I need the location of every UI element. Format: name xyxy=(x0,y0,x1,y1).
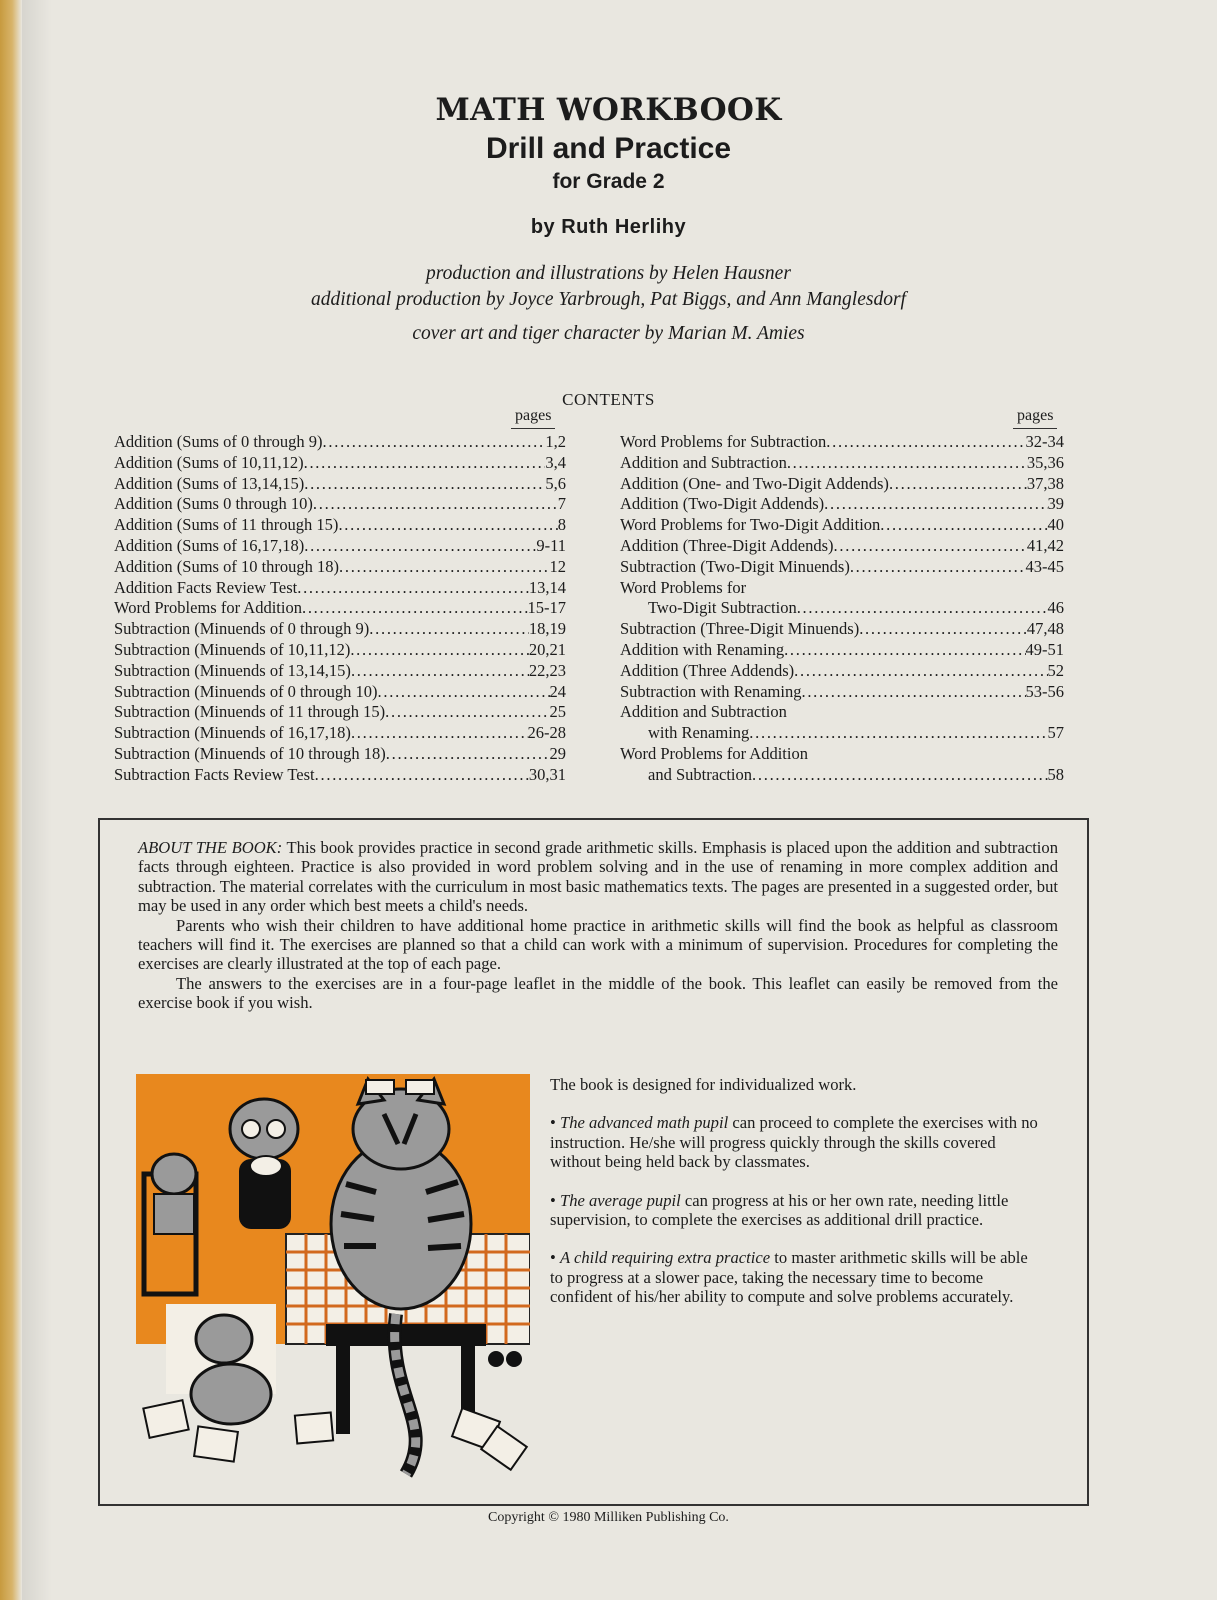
contents-entry-title: Subtraction (Minuends of 0 through 10) xyxy=(114,681,378,701)
contents-entry xyxy=(114,578,566,599)
contents-entry-pages: 15-17 xyxy=(527,598,566,618)
dot-leader xyxy=(746,578,1064,599)
contents-entry-pages: 5,6 xyxy=(545,473,566,493)
contents-entry-pages: 9-11 xyxy=(536,535,566,555)
contents-entry-pages: 58 xyxy=(1047,764,1064,784)
contents-entry xyxy=(620,453,1064,474)
about-paragraph-1: This book provides practice in second grade arithmetic skills. Emphasis is placed upon the addition and subtraction facts through eighteen. Practice is also provided in word problem solving and in the use of renaming in more complex addition and subtraction. The material correlates with the curriculum in most basic mathematics texts. The pages are presented in a suggested order, but may be used in any order which best meets a child's needs. xyxy=(138,838,1059,916)
about-paragraph-2: Parents who wish their children to have additional home practice in arithmetic skills will find the book as helpful as classroom teachers will find it. The exercises are planned so that a child can work with a minimum of supervision. Procedures for completing the exercises are clearly illustrated at the top of each page. xyxy=(138,915,1058,974)
contents-entry-title: Word Problems for Addition xyxy=(114,598,302,618)
contents-entry-title: Addition with Renaming xyxy=(620,639,785,659)
dot-leader xyxy=(794,661,1047,682)
contents-entry-pages: 7 xyxy=(557,494,566,514)
dot-leader xyxy=(880,515,1047,536)
dot-leader xyxy=(351,661,529,682)
contents-entry-title: Subtraction (Minuends of 10 through 18) xyxy=(114,743,386,763)
credit-line-3: cover art and tiger character by Marian M. Amies xyxy=(412,323,805,344)
dot-leader xyxy=(797,598,1048,619)
contents-entry-title: Addition (Sums of 11 through 15) xyxy=(114,515,339,535)
contents-entry-pages: 39 xyxy=(1047,494,1064,514)
credit-line-1: production and illustrations by Helen Hausner xyxy=(426,263,791,284)
contents-right-column xyxy=(620,407,1064,786)
contents-entry xyxy=(114,432,566,453)
design-intro: The book is designed for individualized work. xyxy=(550,1075,857,1094)
design-bullet-average: • The average pupil can progress at his or her own rate, needing little supervision, to complete the exercises as additional drill practice. xyxy=(550,1190,1009,1230)
contents-entry-pages: 40 xyxy=(1047,515,1064,535)
contents-entry-title: and Subtraction xyxy=(648,764,753,784)
contents-entry-title: Word Problems for xyxy=(620,577,747,597)
average-pupil-text: can progress at his or her own rate, needing little supervision, to complete the exercises as additional drill practice. xyxy=(550,1190,1009,1230)
contents-entry-pages: 29 xyxy=(549,743,566,763)
contents-entry-title: Addition (Two-Digit Addends) xyxy=(620,494,825,514)
contents-entry-pages: 32-34 xyxy=(1025,432,1064,451)
contents-entry-pages: 37,38 xyxy=(1026,473,1064,493)
contents-entry xyxy=(620,640,1064,661)
contents-entry xyxy=(114,744,566,765)
contents-entry-pages: 41,42 xyxy=(1026,535,1064,555)
dot-leader xyxy=(315,765,529,786)
contents-entry-pages: 3,4 xyxy=(545,452,566,472)
about-box xyxy=(98,818,1089,1506)
dot-leader xyxy=(784,640,1025,661)
dot-leader xyxy=(386,744,550,765)
contents-entry-pages: 24 xyxy=(549,681,566,701)
contents-entry-title: Addition (Sums of 0 through 9) xyxy=(114,432,323,451)
book-subtitle: Drill and Practice xyxy=(485,132,732,165)
contents-entry-pages: 12 xyxy=(549,556,566,576)
contents-entry-title: Subtraction (Minuends of 0 through 9) xyxy=(114,619,370,639)
contents-entry-title: Addition (Sums of 16,17,18) xyxy=(114,535,305,555)
book-title: MATH WORKBOOK xyxy=(435,92,782,128)
tiger-family-illustration xyxy=(136,1074,530,1486)
contents-entry xyxy=(620,598,1064,619)
contents-entry-pages: 13,14 xyxy=(528,577,566,597)
dot-leader xyxy=(304,453,546,474)
dot-leader xyxy=(859,619,1027,640)
contents-entry xyxy=(114,453,566,474)
contents-entry xyxy=(620,661,1064,682)
contents-entry xyxy=(620,723,1064,744)
pages-column-heading: pages xyxy=(511,406,555,429)
grade-label: for Grade 2 xyxy=(552,170,665,193)
contents-entry xyxy=(620,494,1064,515)
contents-entry xyxy=(114,598,566,619)
contents-entry-pages: 49-51 xyxy=(1025,639,1064,659)
extra-practice-text: to master arithmetic skills will be able to progress at a slower pace, taking the necessary time to become confident of his/her ability to compute and solve problems accurately. xyxy=(550,1248,1028,1307)
contents-entry-title: Subtraction Facts Review Test xyxy=(114,764,315,784)
dot-leader xyxy=(749,723,1047,744)
contents-entry xyxy=(114,536,566,557)
contents-entry-pages: 25 xyxy=(549,702,566,722)
credit-line-2: additional production by Joyce Yarbrough, Pat Biggs, and Ann Manglesdorf xyxy=(311,289,906,310)
contents-entry-pages: 22,23 xyxy=(528,660,566,680)
contents-entry-title: Addition (Sums of 10 through 18) xyxy=(114,556,340,576)
contents-entry xyxy=(114,640,566,661)
contents-entry xyxy=(620,474,1064,495)
dot-leader xyxy=(297,578,529,599)
contents-entry xyxy=(114,723,566,744)
contents-entry xyxy=(620,578,1064,599)
contents-entry-pages: 18,19 xyxy=(528,619,566,639)
copyright: Copyright © 1980 Milliken Publishing Co. xyxy=(488,1510,729,1525)
contents-heading: CONTENTS xyxy=(562,390,655,409)
dot-leader xyxy=(752,765,1047,786)
contents-entry-pages: 26-28 xyxy=(527,723,566,743)
contents-entry xyxy=(620,515,1064,536)
dot-leader xyxy=(834,536,1027,557)
dot-leader xyxy=(850,557,1026,578)
dot-leader xyxy=(323,432,546,453)
contents-entry-title: Addition (Sums of 10,11,12) xyxy=(114,452,304,472)
contents-entry-pages: 20,21 xyxy=(528,639,566,659)
contents-entry-pages: 47,48 xyxy=(1026,619,1064,639)
contents-entry xyxy=(114,494,566,515)
design-text xyxy=(550,1075,1042,1326)
dot-leader xyxy=(787,702,1064,723)
contents-entry xyxy=(620,557,1064,578)
advanced-pupil-label: The advanced math pupil xyxy=(559,1113,729,1133)
contents-entry-pages: 8 xyxy=(557,515,566,535)
contents-entry-title: Addition (Sums 0 through 10) xyxy=(114,494,313,514)
contents-entry-pages: 30,31 xyxy=(528,764,566,784)
dot-leader xyxy=(824,494,1047,515)
contents-entry xyxy=(620,682,1064,703)
design-bullet-advanced: • The advanced math pupil can proceed to complete the exercises with no instruction. He/she will progress quickly through the skills covered without being held back by classmates. xyxy=(550,1113,1038,1172)
contents-entry xyxy=(114,765,566,786)
contents-entry-title: Word Problems for Subtraction xyxy=(620,432,827,451)
dot-leader xyxy=(339,557,549,578)
dot-leader xyxy=(313,494,558,515)
contents-entry-title: Word Problems for Addition xyxy=(620,743,808,763)
contents-entry-title: Subtraction (Minuends of 11 through 15) xyxy=(114,702,386,722)
credits xyxy=(0,261,1217,347)
contents-entry-title: Addition and Subtraction xyxy=(620,452,787,472)
contents-entry-title: Subtraction (Two-Digit Minuends) xyxy=(620,556,850,576)
contents-entry-title: Two-Digit Subtraction xyxy=(648,598,797,618)
dot-leader xyxy=(889,474,1027,495)
contents-entry-title: Addition (Three-Digit Addends) xyxy=(620,535,834,555)
about-paragraph-3: The answers to the exercises are in a four-page leaflet in the middle of the book. This leaflet can easily be removed from the exercise book if you wish. xyxy=(138,973,1058,1013)
contents-entry xyxy=(620,536,1064,557)
contents-entry-title: Word Problems for Two-Digit Addition xyxy=(620,515,881,535)
contents-entry-pages: 35,36 xyxy=(1026,452,1064,472)
contents-entry-pages: 52 xyxy=(1047,660,1064,680)
contents-entry xyxy=(114,661,566,682)
contents-entry-title: with Renaming xyxy=(648,723,750,743)
contents-entry-title: Subtraction with Renaming xyxy=(620,681,802,701)
dot-leader xyxy=(826,432,1025,453)
contents-entry xyxy=(620,619,1064,640)
contents-entry xyxy=(620,765,1064,786)
design-bullet-extra: • A child requiring extra practice to master arithmetic skills will be able to progress at a slower pace, taking the necessary time to become confident of his/her ability to compute and solve problems accurately. xyxy=(550,1248,1028,1307)
dot-leader xyxy=(385,702,549,723)
contents-entry-title: Addition (One- and Two-Digit Addends) xyxy=(620,473,889,493)
contents-entry xyxy=(620,744,1064,765)
contents-entry-title: Addition (Three Addends) xyxy=(620,660,795,680)
pages-column-heading: pages xyxy=(1013,406,1057,429)
about-lead: ABOUT THE BOOK: xyxy=(138,838,283,857)
contents-entry xyxy=(114,515,566,536)
contents-entry-title: Addition (Sums of 13,14,15) xyxy=(114,473,305,493)
dot-leader xyxy=(378,682,550,703)
contents-entry-title: Subtraction (Minuends of 13,14,15) xyxy=(114,660,351,680)
dot-leader xyxy=(350,640,529,661)
contents-entry xyxy=(114,474,566,495)
dot-leader xyxy=(302,598,528,619)
extra-practice-label: A child requiring extra practice xyxy=(559,1248,771,1268)
about-text xyxy=(138,838,1058,1013)
dot-leader xyxy=(808,744,1064,765)
dot-leader xyxy=(304,474,545,495)
contents-entry-title: Addition and Subtraction xyxy=(620,702,787,722)
dot-leader xyxy=(369,619,529,640)
advanced-pupil-text: can proceed to complete the exercises with no instruction. He/she will progress quickly through the skills covered without being held back by classmates. xyxy=(550,1113,1038,1172)
contents-entry-pages: 1,2 xyxy=(545,432,566,451)
contents-entry-pages: 57 xyxy=(1047,723,1064,743)
contents-entry-title: Addition Facts Review Test xyxy=(114,577,298,597)
contents-entry-title: Subtraction (Minuends of 16,17,18) xyxy=(114,723,351,743)
dot-leader xyxy=(338,515,557,536)
contents-entry xyxy=(620,432,1064,453)
contents-entry xyxy=(114,682,566,703)
contents-entry xyxy=(620,702,1064,723)
contents-entry-title: Subtraction (Three-Digit Minuends) xyxy=(620,619,860,639)
title-block xyxy=(0,92,1217,347)
contents-entry xyxy=(114,619,566,640)
dot-leader xyxy=(801,682,1025,703)
contents-entry-pages: 53-56 xyxy=(1025,681,1064,701)
contents-entry-pages: 43-45 xyxy=(1025,556,1064,576)
dot-leader xyxy=(351,723,528,744)
dot-leader xyxy=(787,453,1027,474)
contents-entry xyxy=(114,557,566,578)
dot-leader xyxy=(304,536,536,557)
author: by Ruth Herlihy xyxy=(530,216,687,238)
contents-entry-pages: 46 xyxy=(1047,598,1064,618)
contents-entry-title: Subtraction (Minuends of 10,11,12) xyxy=(114,639,351,659)
contents-entry xyxy=(114,702,566,723)
contents-left-column xyxy=(114,407,566,786)
average-pupil-label: The average pupil xyxy=(559,1190,681,1210)
